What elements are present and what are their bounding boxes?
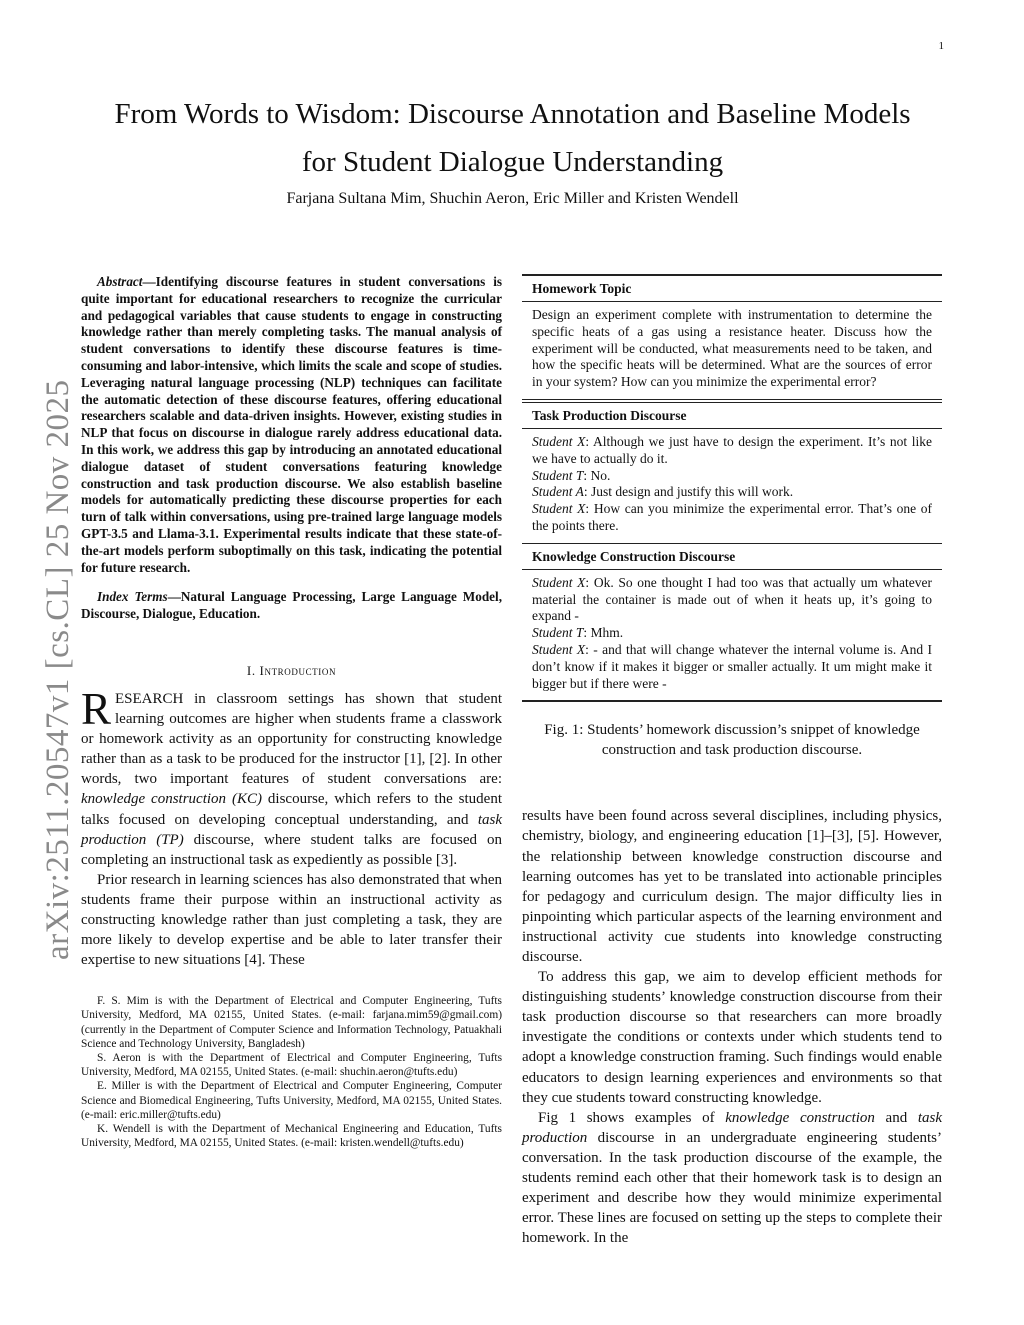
utterance: : How can you minimize the experimental error. That’s one of the points there. [532,501,932,533]
section-heading-introduction [81,663,502,679]
footnote: F. S. Mim is with the Department of Electrical and Computer Engineering, Tufts University, Medford, MA 02155, United States. (e-mail: farjana.mim59@gmail.com) (currently in the Department of Computer Science and Information Technology, Patuakhali Science and Technology University, Bangladesh) [81,995,502,1050]
dialogue-line [532,434,932,468]
title-line-1: From Words to Wisdom: Discourse Annotation and Baseline Models [114,98,911,130]
right-paragraph-2: To address this gap, we aim to develop efficient methods for distinguishing students’ knowledge construction discourse from their task production discourse so that researchers can more broadly investigate the conditions or contexts under which students tend to adopt a knowledge construction framing. Such findings would enable educators to design learning experiences and environments so that they cue students toward constructing knowledge. [522,969,942,1106]
intro-text-c: discourse, where student talks are focused on completing an instructional task as expediently as possible [3]. [81,831,502,868]
right-paragraph-3 [522,1108,942,1249]
intro-text-a: in classroom settings has shown that student learning outcomes are higher when students frame a classwork or homework activity as an opportunity for constructing knowledge rather than as a task to be produced for the instructor [1], [2]. In other words, two important features of student conversations are: [81,690,502,788]
right-column-body [522,806,942,1248]
right-paragraph-1: results have been found across several disciplines, including physics, chemistry, biology, and engineering education [1]–[3], [5]. However, the relationship between knowledge construction discourse and learning outcomes has yet to be translated into actionable principles for pedagogy and curriculum design. The major difficulty lies in pinpointing which particular aspects of the learning environment and instructional activity cue students into knowledge constructing discourse. [522,808,942,965]
p3-text-c: discourse in an undergraduate engineering students’ conversation. In the task production discourse of the example, the students remind each other that their homework task is to design an experiment and describe how they would minimize experimental error. These lines are focused on setting up the steps to complete their homework. In the [522,1129,942,1247]
left-column [81,274,502,1150]
dialogue-line [532,575,932,625]
intro-text-b: discourse, which refers to the student talks focused on developing conceptual understanding, and [81,791,503,828]
page-number: 1 [938,40,944,52]
index-terms-text: —Natural Language Processing, Large Language Model, Discourse, Dialogue, Education. [81,589,502,622]
section-title: Introduction [259,662,337,678]
term-task-production: task production [522,1109,942,1146]
abstract-text: —Identifying discourse features in student conversations is quite important for educational researchers to recognize the curricular and pedagogical variables that cause students to engage in constructing knowledge rather than merely completing tasks. The manual analysis of student conversations to identify these discourse features is time-consuming and labor-intensive, which limits the scale and scope of studies. Leveraging natural language processing (NLP) techniques can facilitate the automatic detection of these discourse features, offering educational researchers scalable and data-driven insights. However, existing studies in NLP that focus on discourse in dialogue rarely address educational data. In this work, we address this gap by introducing an annotated educational dialogue dataset of student conversations featuring knowledge construction and task production discourse. We also establish baseline models for automatically predicting these discourse properties for each turn of talk within conversations, using pre-trained large language models GPT-3.5 and Llama-3.1. Experimental results indicate that these state-of-the-art models perform suboptimally on this task, indicating the potential for future research. [81,274,502,575]
title-line-2: for Student Dialogue Understanding [301,146,724,178]
homework-topic-heading: Homework Topic [532,281,632,296]
p3-text-a: Fig 1 shows examples of [538,1109,726,1126]
intro-paragraph-1 [81,683,503,870]
index-terms-lead: Index Terms [97,589,168,605]
utterance: : No. [583,467,611,483]
speaker: Student X [532,501,586,517]
figure-1-caption: Fig. 1: Students’ homework discussion’s snippet of knowledge construction and task production discourse. [544,722,920,759]
drop-cap: R [81,683,112,734]
utterance: : Just design and justify this will work. [583,484,794,500]
author-list: Farjana Sultana Mim, Shuchin Aeron, Eric Miller and Kristen Wendell [286,190,739,207]
dialogue-line [532,484,932,501]
p3-text-b: and [874,1109,918,1126]
speaker: Student X [532,641,586,657]
intro-paragraph-2: Prior research in learning sciences has also demonstrated that when students frame their purpose within an instructional activity as constructing knowledge rather than just completing a task, they are more likely to develop expertise and be able to later transfer their expertise to new situations [4]. These [81,871,502,969]
abstract-lead: Abstract [97,274,143,289]
dialogue-line [532,625,932,642]
knowledge-construction-dialogue [522,569,942,701]
figure-1 [522,274,942,702]
arxiv-stamp: arXiv:2511.20547v1 [cs.CL] 25 Nov 2025 [40,379,76,960]
utterance: : - and that will change whatever the internal volume is. And I don’t know if it makes it bigger or smaller actually. It um might make it bigger but if there were - [532,641,932,691]
task-production-heading: Task Production Discourse [532,407,687,423]
knowledge-construction-heading: Knowledge Construction Discourse [522,543,942,569]
speaker: Student X [532,433,586,449]
speaker: Student A [532,484,584,500]
speaker: Student X [532,574,586,590]
utterance: : Ok. So one thought I had too was that actually um whatever material the container is made out of when it heats up, it’s going to expand - [532,574,932,624]
footnote: S. Aeron is with the Department of Electrical and Computer Engineering, Tufts University, Medford, MA 02155, United States. (e-mail: shuchin.aeron@tufts.edu) [81,1052,502,1079]
intro-caps: ESEARCH [115,690,184,707]
term-knowledge-construction: knowledge construction (KC) [81,791,262,808]
author-footnotes [81,994,502,1150]
paper-title [60,90,965,186]
term-knowledge-construction: knowledge construction [725,1109,875,1126]
dialogue-line [532,642,932,692]
speaker: Student T [532,467,584,483]
dialogue-line [532,468,932,485]
utterance: : Mhm. [583,625,624,641]
right-column [522,274,942,1248]
footnote: K. Wendell is with the Department of Mechanical Engineering and Education, Tufts University, Medford, MA 02155, United States. (e-mail: kristen.wendell@tufts.edu) [81,1123,502,1150]
index-terms [81,589,502,623]
term-task-production: task production (TP) [81,811,502,848]
dialogue-line [532,501,932,535]
abstract [81,274,502,576]
footnote: E. Miller is with the Department of Electrical and Computer Engineering, Computer Science and Biomedical Engineering, Tufts University, Medford, MA 02155, United States. (e-mail: eric.miller@tufts.edu) [81,1080,502,1121]
task-production-dialogue [522,428,942,543]
speaker: Student T [532,625,584,641]
utterance: : Although we just have to design the experiment. It’s not like we have to actually do it. [532,433,932,466]
section-numeral: I. [246,662,260,678]
homework-topic-text: Design an experiment complete with instrumentation to determine the specific heats of a gas using a resistance heater. Discuss how the experiment will be conducted, what measurements need to be taken, and how the specific heats will be determined. What are the sources of error in your system? How can you minimize the experimental error? [522,301,942,399]
